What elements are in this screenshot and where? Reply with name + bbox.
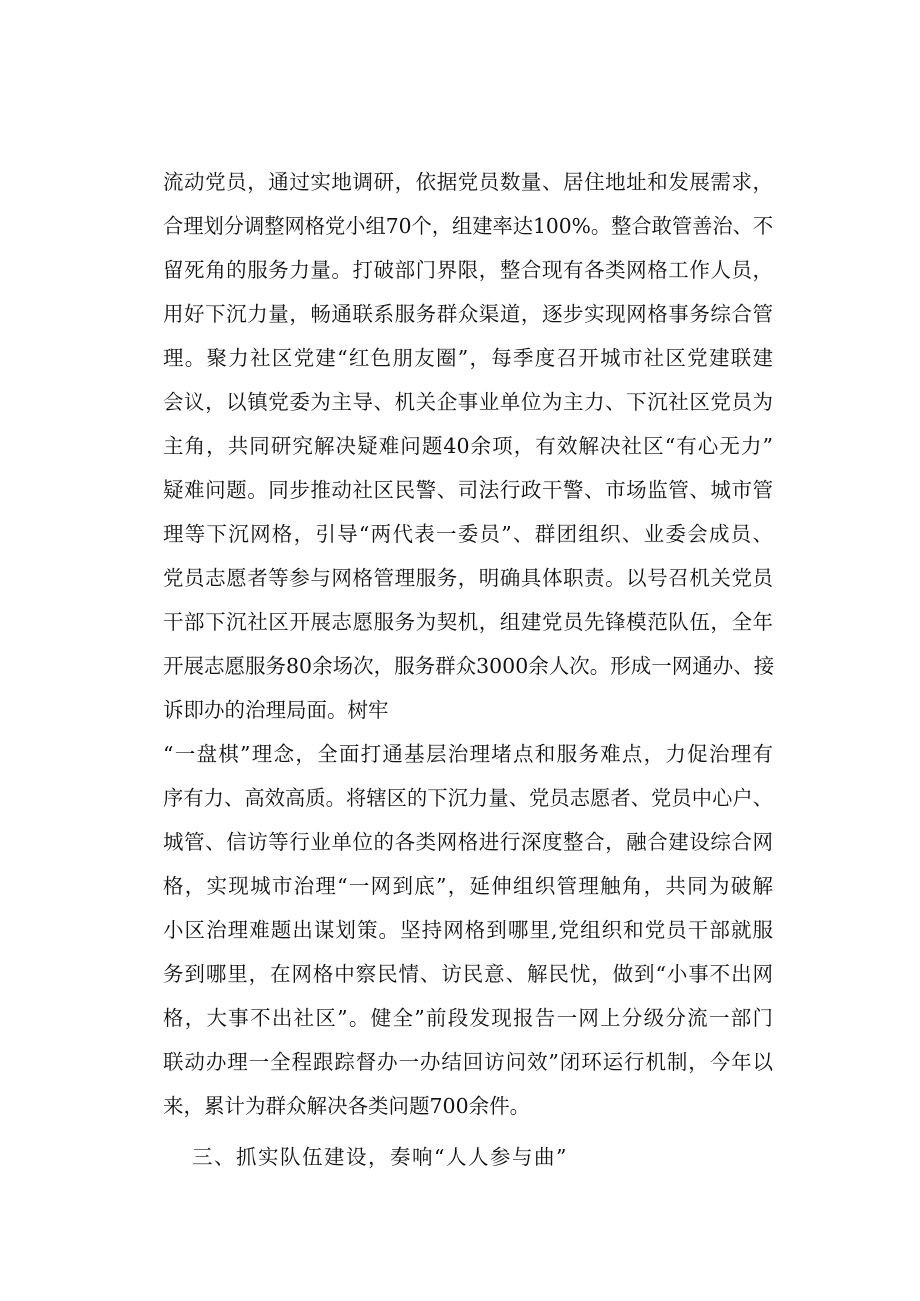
paragraph-line: “一盘棋”理念，全面打通基层治理堵点和服务难点，力促治理有 [163,742,773,766]
paragraph-line: 党员志愿者等参与网格管理服务，明确具体职责。以号召机关党员 [163,566,773,590]
paragraph-line: 来，累计为群众解决各类问题700余件。 [163,1094,531,1118]
paragraph-line: 诉即办的治理局面。树牢 [163,698,389,722]
paragraph-line: 会议，以镇党委为主导、机关企事业单位为主力、下沉社区党员为 [163,390,773,414]
paragraph-line: 主角，共同研究解决疑难问题40余项，有效解决社区“有心无力” [163,434,773,458]
paragraph-line: 小区治理难题出谋划策。坚持网格到哪里,党组织和党员干部就服 [163,918,773,942]
paragraph-line: 格，大事不出社区”。健全”前段发现报告一网上分级分流一部门 [163,1006,773,1030]
paragraph-line: 合理划分调整网格党小组70个，组建率达100%。整合敢管善治、不 [163,214,774,238]
paragraph-line: 务到哪里，在网格中察民情、访民意、解民忧，做到“小事不出网 [163,962,773,986]
paragraph-line: 联动办理一全程跟踪督办一办结回访问效”闭环运行机制，今年以 [163,1050,773,1074]
paragraph-line: 开展志愿服务80余场次，服务群众3000余人次。形成一网通办、接 [163,654,775,678]
paragraph-line: 序有力、高效高质。将辖区的下沉力量、党员志愿者、党员中心户、 [163,786,773,810]
paragraph-line: 理等下沉网格，引导“两代表一委员”、群团组织、业委会成员、 [163,522,773,546]
paragraph-line: 用好下沉力量，畅通联系服务群众渠道，逐步实现网格事务综合管 [163,302,773,326]
paragraph-line: 城管、信访等行业单位的各类网格进行深度整合，融合建设综合网 [163,830,773,854]
section-heading: 三、抓实队伍建设，奏响“人人参与曲” [192,1145,568,1169]
paragraph-line: 格，实现城市治理“一网到底”，延伸组织管理触角，共同为破解 [163,874,773,898]
paragraph-line: 干部下沉社区开展志愿服务为契机，组建党员先锋模范队伍，全年 [163,610,773,634]
paragraph-line: 留死角的服务力量。打破部门界限，整合现有各类网格工作人员， [163,258,773,282]
paragraph-line: 流动党员，通过实地调研，依据党员数量、居住地址和发展需求， [163,170,773,194]
paragraph-line: 理。聚力社区党建“红色朋友圈”，每季度召开城市社区党建联建 [163,346,773,370]
paragraph-line: 疑难问题。同步推动社区民警、司法行政干警、市场监管、城市管 [163,478,773,502]
